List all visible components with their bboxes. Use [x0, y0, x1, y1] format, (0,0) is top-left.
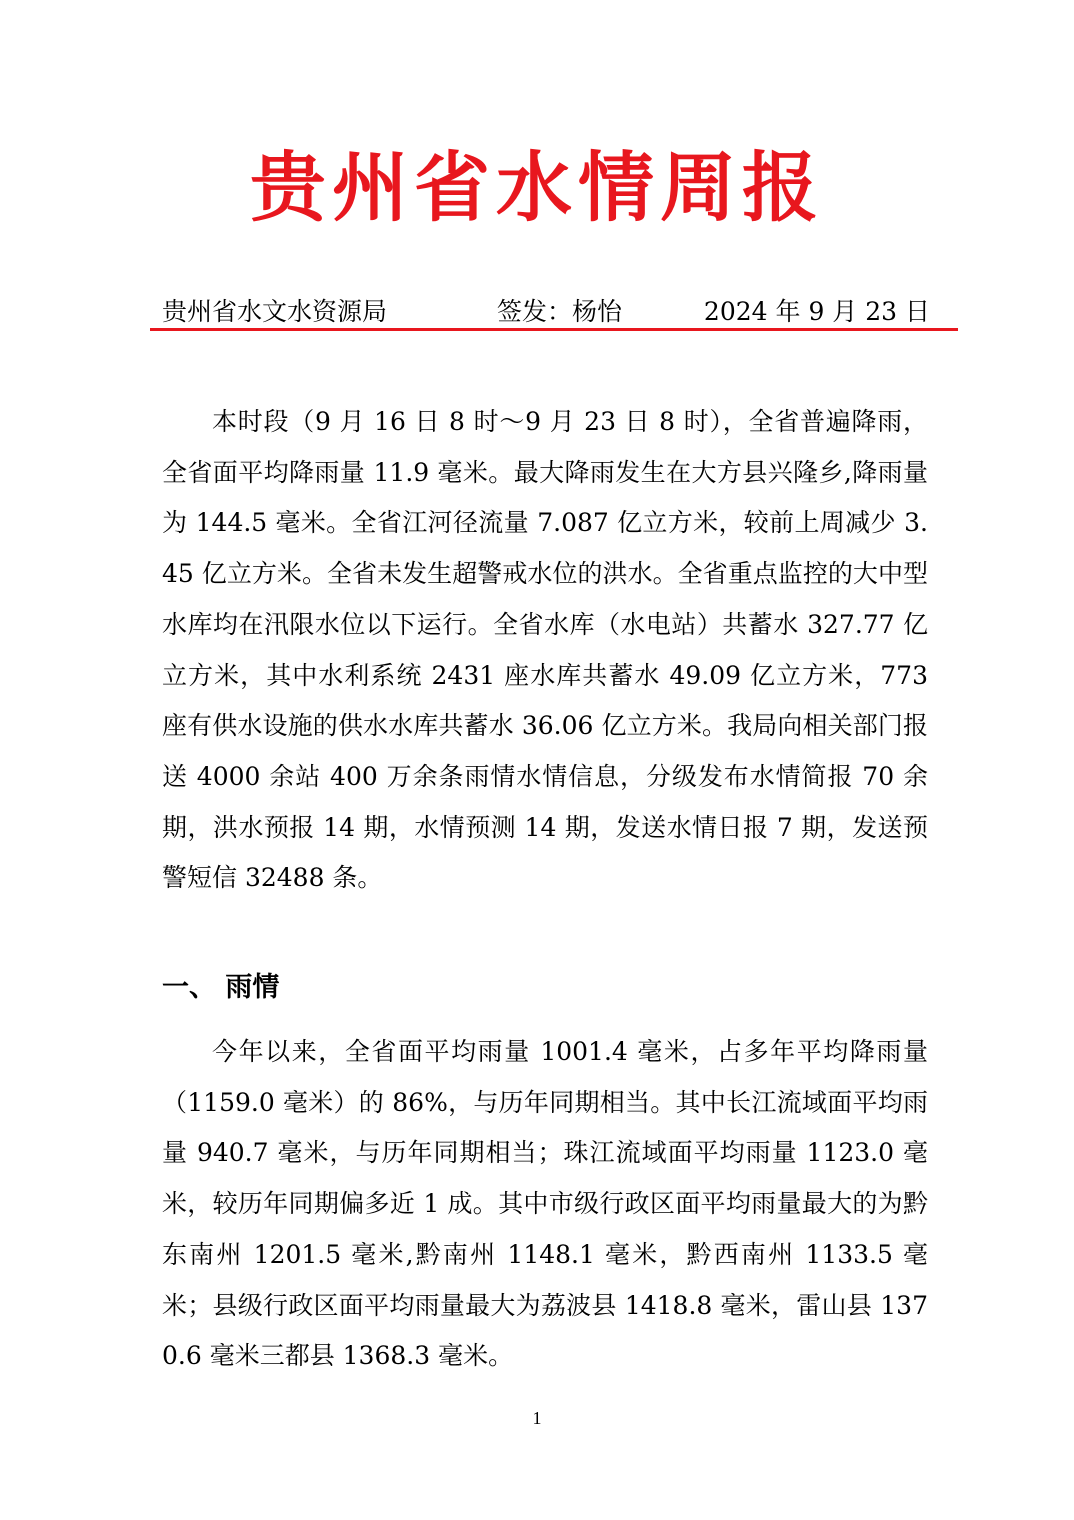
signer-label: 签发：杨怡 — [497, 297, 623, 326]
summary-paragraph: 本时段（9 月 16 日 8 时～9 月 23 日 8 时），全省普遍降雨，全省面平均降雨量 11.9 毫米。最大降雨发生在大方县兴隆乡,降雨量为 144.5 毫米。全省江河径流量 7.087 亿立方米，较前上周减少 3.45 亿立方米。全省未发生超警戒水位的洪水。全省重点监控的大中型水库均在汛限水位以下运行。全省水库（水电站）共蓄水 327.77 亿立方米，其中水利系统 2431 座水库共蓄水 49.09 亿立方米，773 座有供水设施的供水水库共蓄水 36.06 亿立方米。我局向相关部门报送 4000 余站 400 万余条雨情水情信息，分级发布水情简报 70 余期，洪水预报 14 期，水情预测 14 期，发送水情日报 7 期，发送预警短信 32488 条。 — [162, 407, 928, 893]
issuer-label: 贵州省水文水资源局 — [162, 297, 388, 326]
page-number: 1 — [532, 1408, 542, 1428]
document-title: 贵州省水情周报 — [250, 143, 824, 232]
header-divider — [150, 328, 958, 331]
issue-date: 2024 年 9 月 23 日 — [703, 297, 930, 326]
section-heading-rainfall: 一、 雨情 — [162, 972, 280, 1003]
rainfall-paragraph: 今年以来，全省面平均雨量 1001.4 毫米，占多年平均降雨量（1159.0 毫米）的 86%，与历年同期相当。其中长江流域面平均雨量 940.7 毫米，与历年同期相当；珠江流域面平均雨量 1123.0 毫米，较历年同期偏多近 1 成。其中市级行政区面平均雨量最大的为黔东南州 1201.5 毫米,黔南州 1148.1 毫米，黔西南州 1133.5 毫米；县级行政区面平均雨量最大为荔波县 1418.8 毫米，雷山县 1370.6 毫米三都县 1368.3 毫米。 — [162, 1037, 928, 1371]
